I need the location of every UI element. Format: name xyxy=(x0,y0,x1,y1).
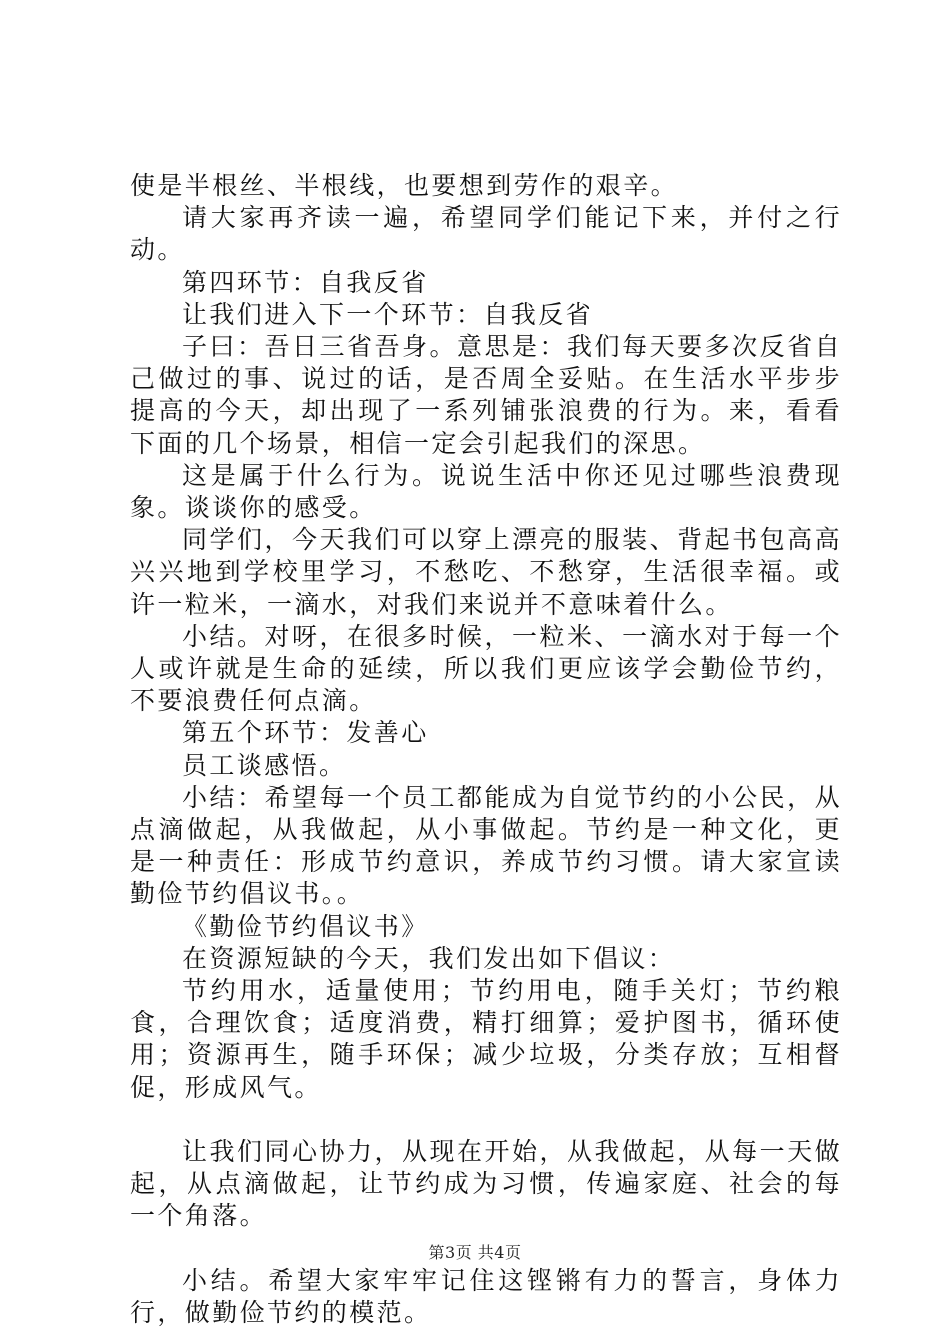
paragraph: 使是半根丝、半根线，也要想到劳作的艰辛。 xyxy=(130,171,679,200)
paragraph: 这是属于什么行为。说说生活中你还见过哪些浪费现象。谈谈你的感受。 xyxy=(130,460,842,523)
section-heading: 第五个环节：发善心 xyxy=(182,718,429,748)
paragraph: 节约用水，适量使用；节约用电，随手关灯；节约粮食，合理饮食；适度消费，精打细算；爱护图书，循环使用；资源再生，随手环保；减少垃圾，分类存放；互相督促，形成风气。 xyxy=(130,976,842,1102)
proposal-title: 《勤俭节约倡议书》 xyxy=(182,911,429,941)
paragraph: 让我们同心协力，从现在开始，从我做起，从每一天做起，从点滴做起，让节约成为习惯，传遍家庭、社会的每一个角落。 xyxy=(130,1136,842,1231)
paragraph: 请大家再齐读一遍，希望同学们能记下来，并付之行动。 xyxy=(130,203,842,265)
document-body xyxy=(130,170,842,1329)
section-heading: 第四环节：自我反省 xyxy=(182,267,429,297)
paragraph: 小结。对呀，在很多时候，一粒米、一滴水对于每一个人或许就是生命的延续，所以我们更应该学会勤俭节约，不要浪费任何点滴。 xyxy=(130,621,842,716)
paragraph: 小结。希望大家牢牢记住这铿锵有力的誓言，身体力行，做勤俭节约的模范。 xyxy=(130,1265,842,1327)
paragraph: 小结：希望每一个员工都能成为自觉节约的小公民，从点滴做起，从我做起，从小事做起。节约是一种文化，更是一种责任：形成节约意识，养成节约习惯。请大家宣读勤俭节约倡议书。。 xyxy=(130,782,842,909)
paragraph: 同学们，今天我们可以穿上漂亮的服装、背起书包高高兴兴地到学校里学习，不愁吃、不愁穿，生活很幸福。或许一粒米，一滴水，对我们来说并不意味着什么。 xyxy=(130,525,842,619)
paragraph: 在资源短缺的今天，我们发出如下倡议： xyxy=(182,943,676,973)
paragraph: 让我们进入下一个环节：自我反省 xyxy=(182,299,594,329)
paragraph: 员工谈感悟。 xyxy=(182,750,347,780)
paragraph: 子曰：吾日三省吾身。意思是：我们每天要多次反省自己做过的事、说过的话，是否周全妥贴。在生活水平步步提高的今天，却出现了一系列铺张浪费的行为。来，看看下面的几个场景，相信一定会引起我们的深思。 xyxy=(130,332,842,458)
page-number-footer: 第3页 共4页 xyxy=(428,1243,522,1262)
